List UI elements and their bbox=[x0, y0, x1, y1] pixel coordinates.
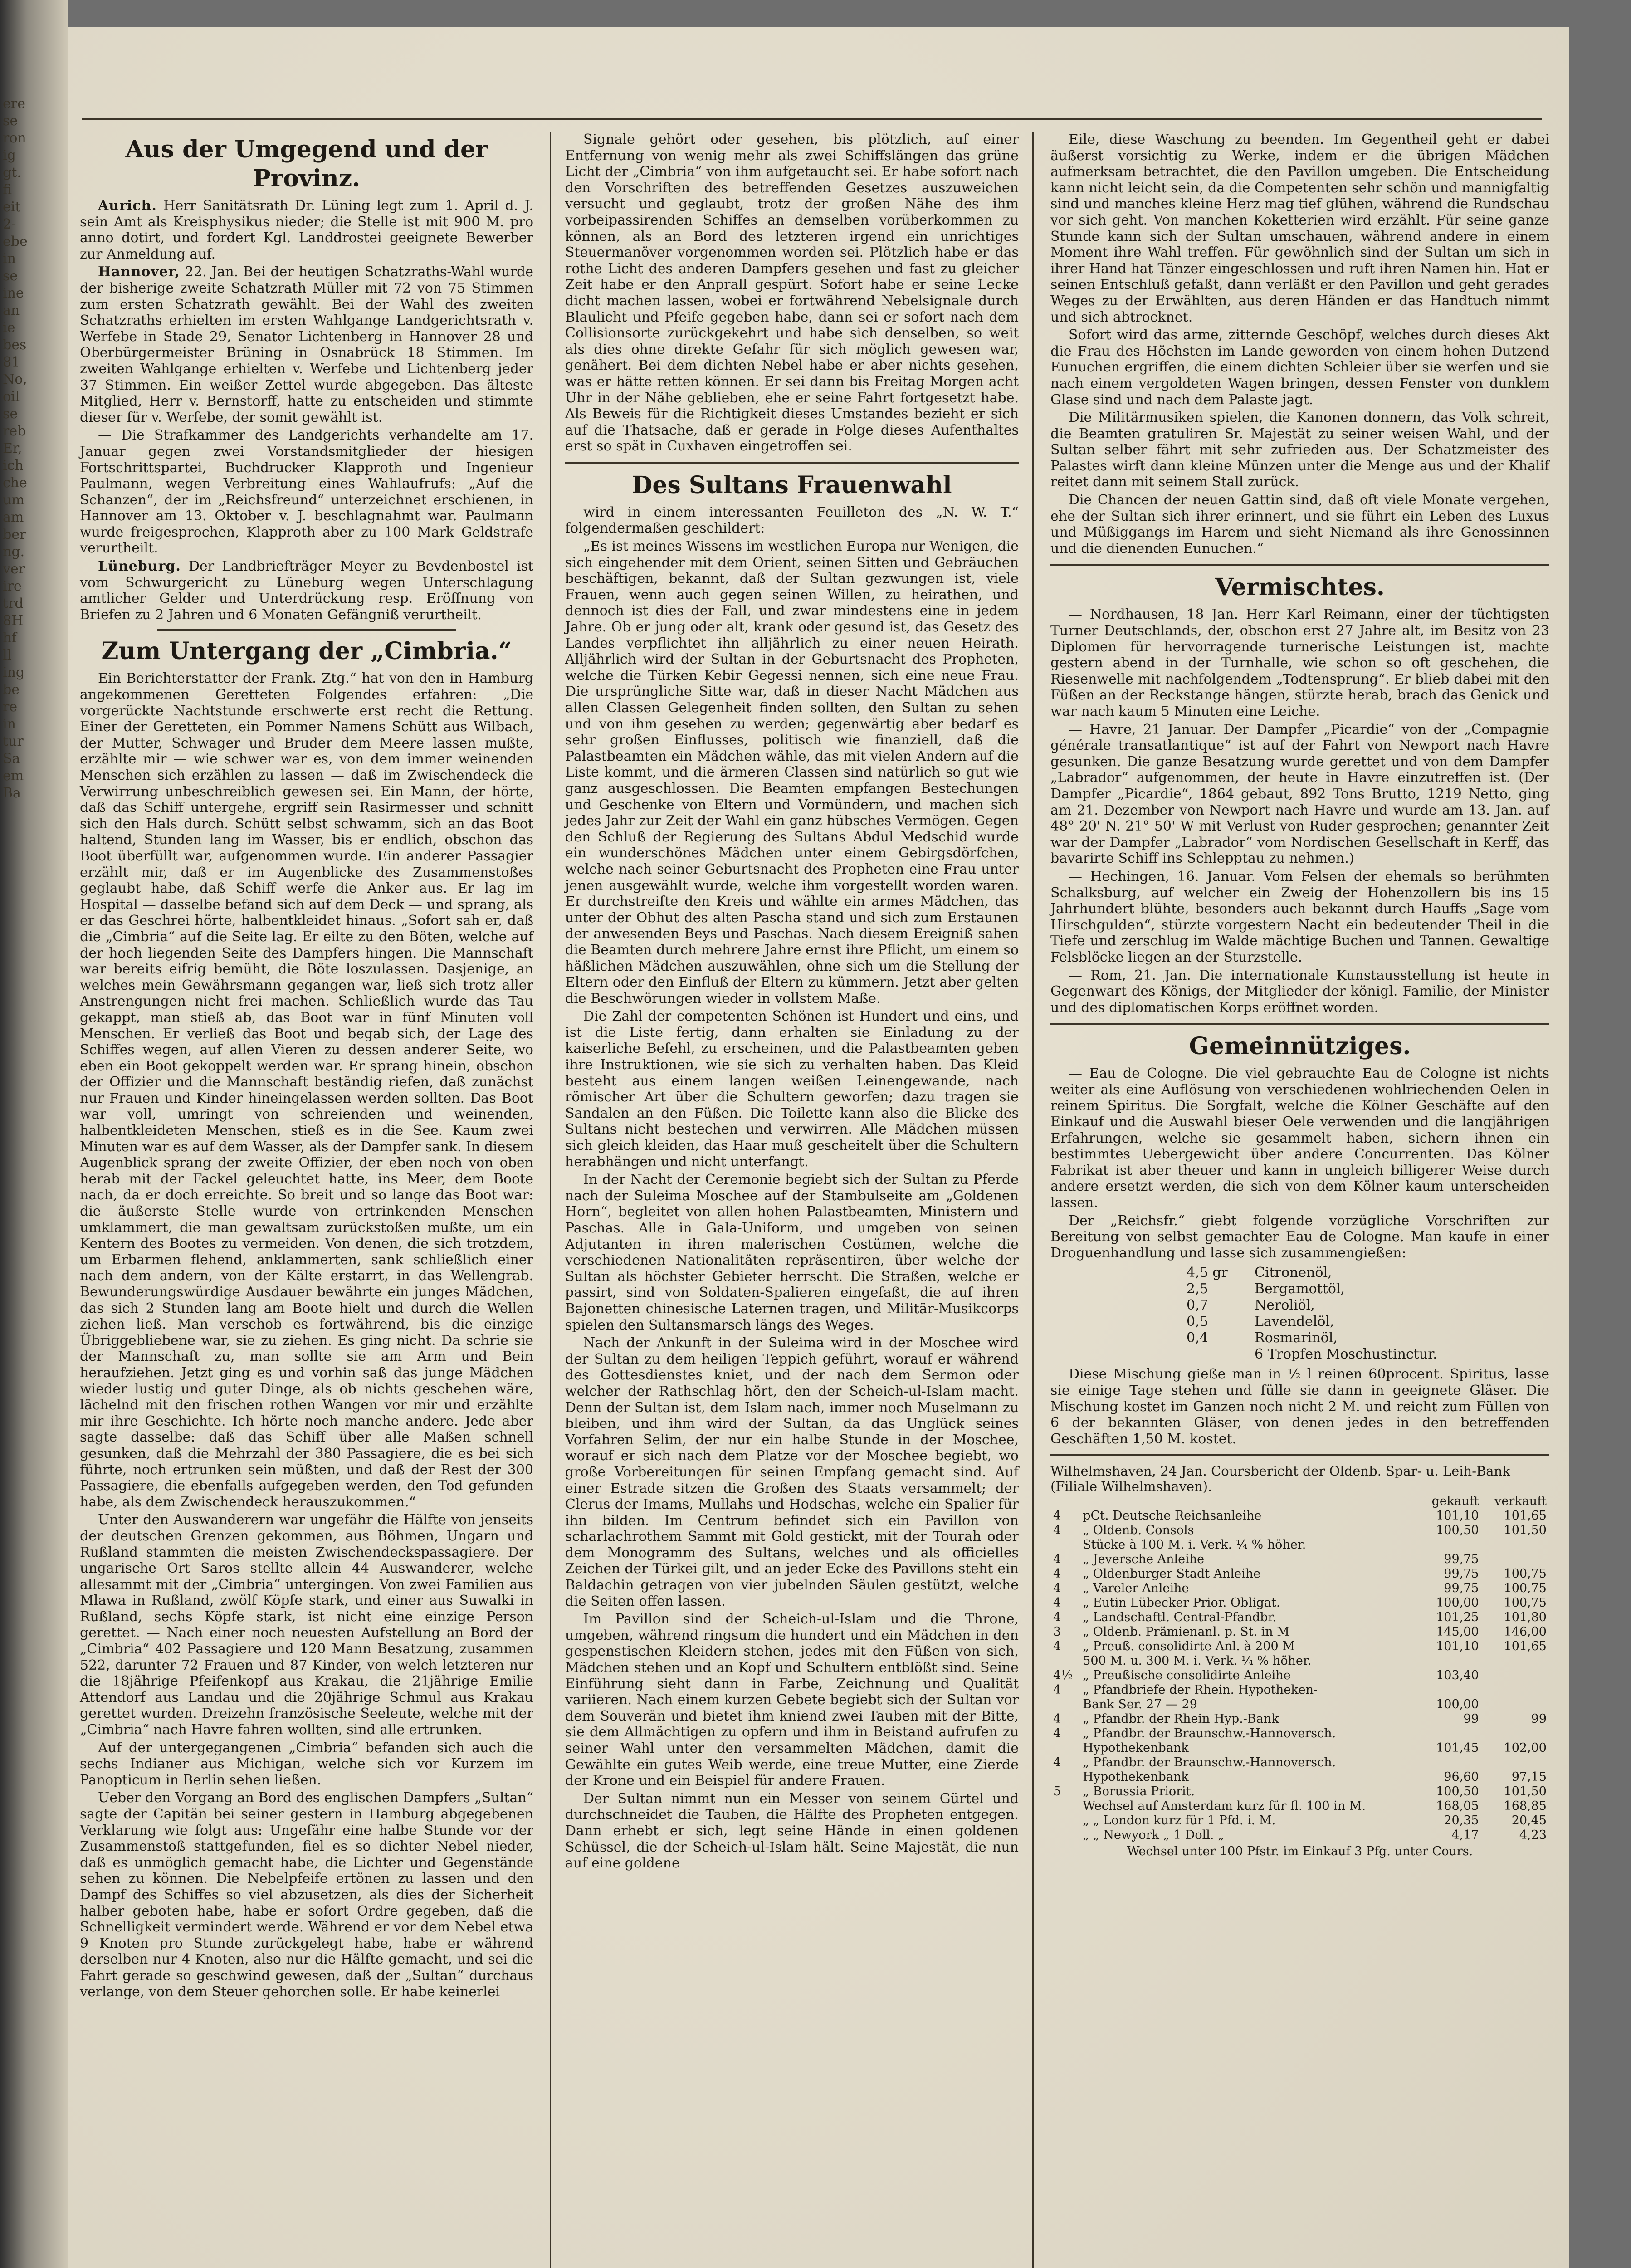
rate-percent: 4 bbox=[1053, 1712, 1061, 1726]
recipe-ingredient: Rosmarinöl, bbox=[1255, 1330, 1338, 1346]
gutter-fragment: in bbox=[3, 716, 16, 732]
price-sold bbox=[1482, 1668, 1549, 1683]
rate-percent bbox=[1050, 1813, 1080, 1828]
header-rule bbox=[82, 118, 1542, 120]
recipe-ingredient: 6 Tropfen Moschustinctur. bbox=[1255, 1346, 1437, 1363]
recipe-quantity: 0,5 bbox=[1187, 1314, 1208, 1330]
column-3 bbox=[1039, 132, 1561, 2268]
section-title-frauenwahl: Des Sultans Frauenwahl bbox=[632, 471, 952, 499]
recipe-ingredient: Lavendelöl, bbox=[1255, 1314, 1334, 1330]
gutter-fragment: che bbox=[3, 475, 27, 491]
gutter-fragment: ll bbox=[3, 647, 12, 663]
article-paragraph: „Es ist meines Wissens im westlichen Europa nur Wenigen, die sich eingehender mit dem Orient, seinen Sitten und Gebräuchen beschäftigen, bekannt, daß der Sultan gezwungen ist, viele Frauen, wenn auch gegen seinen Willen, zu heirathen, und dennoch ist dies der Fall, und zwar mindestens eine in jedem Jahre. Ob er jung oder alt, krank oder gesund ist, das Gesetz des Landes verpflichtet ihn alljährlich zu einer neuen Heirath. Alljährlich wird der Sultan in der Geburtsnacht des Propheten, welche die Türken Kebir Gegessi nennen, sich eine neue Frau. Die ursprüngliche Sitte war, daß in dieser Nacht Mädchen aus allen Classen Gelegenheit finden sollten, den Sultan zu sehen und von ihm gesehen zu werden; gegenwärtig aber bedarf es sehr großen Einflusses, politisch wie finanziell, daß die Palastbeamten ein Mädchen wähle, das mit vielen Andern auf die Liste kommt, und die ärmeren Classen sind natürlich so gut wie ganz ausgeschlossen. Die Beamten empfangen Bestechungen und Geschenke von Eltern und Vormündern, und machen sich jedes Jahr zur Zeit der Wahl ein ganz hübsches Vermögen. Gegen den Schluß der Regierung des Sultans Abdul Medschid wurde ein wunderschönes Mädchen unter einem Gebirgsdörfchen, welche nach seiner Geburtsnacht des Propheten eine Frau unter jenen ausgewählt wurde, welche ihm vorgestellt worden waren. Er durchstreifte den Kreis und wählte ein armes Mädchen, das unter der Obhut des alten Pascha stand und sich zum Erstaunen der anwesenden Beys und Paschas. Nach diesem Ereigniß sahen die Beamten durch mehrere Jahre ernst ihre Pflicht, um einem so häßlichen Mädchen auszuwählen, ohne sich um die Stellung der Eltern oder den Einfluß der Eltern zu kümmern. Jetzt aber gelten die Beschwörungen wieder in vollstem Maße. bbox=[565, 538, 1019, 1007]
security-name: „ Jeversche Anleihe bbox=[1083, 1552, 1205, 1567]
security-name: „ Pfandbr. der Braunschw.-Hannoversch. bbox=[1083, 1755, 1336, 1770]
gutter-fragment: No, bbox=[3, 371, 27, 387]
gutter-fragment: reb bbox=[3, 423, 26, 439]
price-sold: 101,65 bbox=[1504, 1639, 1547, 1654]
recipe-quantity: 2,5 bbox=[1187, 1281, 1208, 1297]
price-sold bbox=[1482, 1726, 1549, 1741]
section-title-provinz: Aus der Umgegend und der Provinz. bbox=[125, 136, 488, 192]
price-bought bbox=[1420, 1683, 1482, 1697]
recipe-row bbox=[1187, 1297, 1549, 1314]
rate-percent: 4 bbox=[1053, 1552, 1061, 1567]
table-row bbox=[1050, 1509, 1549, 1523]
gutter-fragment: Er, bbox=[3, 440, 22, 456]
gutter-fragment: an bbox=[3, 303, 20, 318]
rate-percent: 4 bbox=[1053, 1596, 1061, 1610]
gutter-fragment: 2- bbox=[3, 216, 16, 232]
gutter-fragment: gt. bbox=[3, 165, 21, 181]
table-row bbox=[1050, 1639, 1549, 1654]
gutter-fragment: trd bbox=[3, 596, 24, 611]
article-paragraph: Im Pavillon sind der Scheich-ul-Islam und die Throne, umgeben, während ringsum die hundert und ein Mädchen in den gespenstischen Kleidern stehen, jedes mit den Füßen von sich, Mädchen stehen und an Kopf und Schultern entblößt sind. Seine Einführung sieht dann in Farbe, Zeichnung und Qualität variieren. Nach einem kurzen Gebete begiebt sich der Sultan vor dem Souverän und bietet ihm kniend zwei Tauben mit der Bitte, sie dem Allmächtigen zu opfern und ihm in Beistand aufrufen zu seiner Wahl unter den versammelten Mädchen, damit die Gewählte ein gutes Weib werde, eine treue Mutter, eine Zierde der Krone und ein Beispiel für andere Frauen. bbox=[565, 1611, 1019, 1789]
recipe-ingredient: Bergamottöl, bbox=[1255, 1281, 1345, 1297]
price-bought: 168,05 bbox=[1436, 1799, 1479, 1813]
security-name: „ Pfandbr. der Braunschw.-Hannoversch. bbox=[1083, 1726, 1336, 1741]
table-row bbox=[1050, 1741, 1549, 1755]
table-row bbox=[1050, 1799, 1549, 1813]
table-row bbox=[1050, 1697, 1549, 1712]
rate-percent bbox=[1050, 1799, 1080, 1813]
frauenwahl-article-continued bbox=[1050, 132, 1549, 557]
course-table-header bbox=[1050, 1494, 1549, 1509]
section-title-gemeinnuetziges: Gemeinnütziges. bbox=[1189, 1032, 1411, 1061]
article-paragraph: Der Sultan nimmt nun ein Messer von seinem Gürtel und durchschneidet die Tauben, die Hälfte des Propheten entgegen. Dann erhebt er sich, legt seine Hände in einen goldenen Schüssel, die der Scheich-ul-Islam hält. Seine Majestät, die nun auf eine goldene bbox=[565, 1790, 1019, 1872]
article-paragraph: Ueber den Vorgang an Bord des englischen Dampfers „Sultan“ sagte der Capitän bei seiner gestern in Hamburg abgegebenen Verklarung wie folgt aus: Ungefähr eine halbe Stunde vor der Zusammenstoß stattgefunden, fiel es so dichter Nebel nieder, daß es unmöglich gemacht habe, die Lichter und Gegenstände sehen zu können. Die Nebelpfeife ertönen zu lassen und den Dampf des Schiffes so viel abzusetzen, als dies der Sicherheit halber geboten habe, habe er sofort Ordre gegeben, daß die Schnelligkeit vermindert werde. Während er vor dem Nebel etwa 9 Knoten pro Stunde zurückgelegt habe, habe er während derselben nur 4 Knoten, also nur die Hälfte gemacht, und sei die Fahrt gerade so geschwind gewesen, daß der „Sultan“ durchaus verlange, von dem Steuer gehorchen solle. Er habe keinerlei bbox=[80, 1790, 533, 2000]
course-report-heading: Wilhelmshaven, 24 Jan. Coursbericht der Oldenb. Spar- u. Leih-Bank (Filiale Wilhelmshaven). bbox=[1050, 1463, 1510, 1495]
news-item bbox=[80, 198, 533, 262]
rate-percent bbox=[1050, 1697, 1080, 1712]
recipe-instructions: Diese Mischung gieße man in ½ l reinen 60procent. Spiritus, lasse sie einige Tage stehen und fülle sie dann in geeignete Gläser. Die Mischung kostet im Ganzen noch nicht 2 M. und reicht zum Füllen von 6 der bekannten Gläser, von denen jedes in den betreffenden Geschäften 1,50 M. kostet. bbox=[1050, 1366, 1549, 1447]
price-sold bbox=[1482, 1697, 1549, 1712]
gutter-text-fragments bbox=[3, 95, 57, 802]
article-paragraph: wird in einem interessanten Feuilleton des „N. W. T.“ folgendermaßen geschildert: bbox=[565, 504, 1019, 537]
price-bought: 100,00 bbox=[1436, 1697, 1479, 1712]
price-bought: 101,10 bbox=[1436, 1509, 1479, 1523]
dateline: Hannover, bbox=[98, 264, 181, 280]
column-header-sold: verkauft bbox=[1494, 1494, 1547, 1509]
news-item: — Rom, 21. Jan. Die internationale Kunstausstellung ist heute in Gegenwart des Königs, der Mitglieder der königl. Familie, der Minister und des diplomatischen Korps eröffnet worden. bbox=[1050, 967, 1549, 1016]
price-bought: 4,17 bbox=[1451, 1828, 1479, 1843]
price-bought: 96,60 bbox=[1444, 1770, 1479, 1784]
section-divider bbox=[1050, 1023, 1549, 1025]
price-sold: 101,65 bbox=[1504, 1509, 1547, 1523]
gutter-fragment: ing bbox=[3, 665, 25, 680]
adjacent-page-gutter bbox=[0, 0, 68, 2268]
rate-percent: 4 bbox=[1053, 1639, 1061, 1654]
security-name: Hypothekenbank bbox=[1083, 1770, 1189, 1784]
column-1 bbox=[68, 132, 545, 2268]
recipe-row bbox=[1187, 1281, 1549, 1297]
recipe-row bbox=[1187, 1314, 1549, 1330]
gutter-fragment: 8H bbox=[3, 613, 24, 629]
table-row bbox=[1050, 1668, 1549, 1683]
recipe-quantity bbox=[1187, 1346, 1255, 1363]
article-paragraph: Signale gehört oder gesehen, bis plötzlich, auf einer Entfernung von wenig mehr als zwei Schiffslängen das grüne Licht der „Cimbria“ von ihm aufgetaucht sei. Er habe sofort nach den Vorschriften des betreffenden Gesetzes auszuweichen versucht und geglaubt, trotz der großen Nähe des ihm vorbeipassirenden Schiffes an demselben vorüberkommen zu können, als an Bord des letzteren irgend ein unrichtiges Steuermanöver vorgenommen worden sei. Plötzlich habe er das rothe Licht des anderen Dampfers gesehen und fast zu gleicher Zeit habe er den Anprall gespürt. Sofort habe er seine Lecke dicht machen lassen, wobei er fortwährend Nebelsignale durch Blaulicht und Pfeife gegeben habe, dann sei er sofort nach dem Collisionsorte zurückgekehrt und habe sich denselben, so weit als dies ohne direkte Gefahr für sich möglich gewesen war, genähert. Bei dem dichten Nebel habe er aber nichts gesehen, was er hätte retten können. Er sei dann bis Freitag Morgen acht Uhr in der Nähe geblieben, ehe er seine Fahrt fortgesetzt habe. Als Beweis für die Richtigkeit dieses Umstandes bezieht er sich auf die Thatsache, daß er gerade in Folge dieses Aufenthaltes erst so spät in Cuxhaven eingetroffen sei. bbox=[565, 132, 1019, 455]
security-name: Hypothekenbank bbox=[1083, 1741, 1189, 1755]
gutter-fragment: ron bbox=[3, 130, 26, 146]
cimbria-article-continued bbox=[565, 132, 1019, 455]
security-name: „ Preuß. consolidirte Anl. à 200 M bbox=[1083, 1639, 1295, 1654]
news-text: Der Landbriefträger Meyer zu Bevdenbostel ist vom Schwurgericht zu Lüneburg wegen Unterschlagung amtlicher Gelder und Unterdrückung resp. Eröffnung von Briefen zu 2 Jahren und 6 Monaten Gefängniß verurtheilt. bbox=[80, 558, 533, 623]
dateline: Lüneburg. bbox=[98, 558, 181, 575]
recipe-ingredient: Neroliöl, bbox=[1255, 1297, 1315, 1314]
column-2 bbox=[553, 132, 1030, 2268]
gemeinnuetziges-items bbox=[1050, 1066, 1549, 1261]
table-row bbox=[1050, 1828, 1549, 1843]
recipe-quantity: 4,5 gr bbox=[1187, 1265, 1228, 1281]
rate-percent bbox=[1050, 1654, 1080, 1668]
gutter-fragment: um bbox=[3, 492, 24, 508]
rate-percent: 4 bbox=[1053, 1610, 1061, 1625]
price-sold: 20,45 bbox=[1511, 1813, 1547, 1828]
price-bought: 100,00 bbox=[1436, 1596, 1479, 1610]
security-name: „ Vareler Anleihe bbox=[1083, 1581, 1189, 1596]
gutter-fragment: ire bbox=[3, 578, 22, 594]
gutter-fragment: tur bbox=[3, 733, 24, 749]
security-name: „ Borussia Priorit. bbox=[1083, 1784, 1195, 1799]
table-row bbox=[1050, 1712, 1549, 1726]
gutter-fragment: in bbox=[3, 251, 16, 267]
gutter-fragment: em bbox=[3, 768, 24, 784]
table-row bbox=[1050, 1770, 1549, 1784]
news-item bbox=[80, 264, 533, 425]
gutter-fragment: ng. bbox=[3, 544, 25, 560]
gutter-fragment: se bbox=[3, 113, 18, 129]
price-sold: 4,23 bbox=[1519, 1828, 1547, 1843]
price-bought: 103,40 bbox=[1436, 1668, 1479, 1683]
price-bought: 101,25 bbox=[1436, 1610, 1479, 1625]
price-sold: 168,85 bbox=[1504, 1799, 1547, 1813]
section-title-vermischtes: Vermischtes. bbox=[1215, 573, 1385, 601]
table-row bbox=[1050, 1538, 1549, 1552]
security-name: „ Oldenb. Consols bbox=[1083, 1523, 1194, 1538]
table-row bbox=[1050, 1813, 1549, 1828]
recipe-row bbox=[1187, 1265, 1549, 1281]
gutter-fragment: ig bbox=[3, 147, 16, 163]
price-sold: 102,00 bbox=[1504, 1741, 1547, 1755]
security-name: pCt. Deutsche Reichsanleihe bbox=[1083, 1509, 1262, 1523]
table-row bbox=[1050, 1610, 1549, 1625]
recipe-row bbox=[1187, 1330, 1549, 1346]
table-row bbox=[1050, 1596, 1549, 1610]
gutter-fragment: hf bbox=[3, 630, 17, 646]
security-name: Wechsel auf Amsterdam kurz für fl. 100 in M. bbox=[1083, 1799, 1366, 1813]
article-paragraph: Eile, diese Waschung zu beenden. Im Gegentheil geht er dabei äußerst vorsichtig zu Werke, indem er die übrigen Mädchen aufmerksam betrachtet, die den Pavillon umgeben. Die Entscheidung kann nicht leicht sein, da die Competenten sehr schön und mannigfaltig sind und manches kleine Herz mag tief glühen, während die Rundschau vor sich geht. Von manchen Koketterien wird erzählt. Für seine ganze Stunde kann sich der Sultan umschauen, während andere in einem Moment ihre Wahl treffen. Für gewöhnlich sind der Sultan um sich in ihrer Hand hat Tänzer eingeschlossen und ruft ihren Namen hin. Hat er seinen Entschluß gefaßt, dann verläßt er den Pavillon und geht gerades Weges zu der Erwählten, aus deren Händen er das Handtuch nimmt und sich abtrocknet. bbox=[1050, 132, 1549, 325]
article-paragraph: Unter den Auswanderern war ungefähr die Hälfte von jenseits der deutschen Grenzen gekommen, aus Böhmen, Ungarn und Rußland stammten die meisten Zwischendeckspassagiere. Der ungarische Ort Saros stellte allein 44 Auswanderer, welche allesammt mit der „Cimbria“ untergingen. Von zwei Familien aus Mlawa in Rußland, zwölf Köpfe stark, und einer aus Suwalki in Rußland, sechs Köpfe stark, ist nicht eine einzige Person gerettet. — Nach einer noch neuesten Aufstellung an Bord der „Cimbria“ 402 Passagiere und 120 Mann Besatzung, zusammen 522, darunter 72 Frauen und 87 Kinder, von welch letzteren nur die 18jährige Pfeifenkopf aus Krakau, die 21jährige Emilie Attendorf aus Landau und die 20jährige Schmul aus Krakau gerettet wurden. Dreizehn französische Seeleute, welche mit der „Cimbria“ nach Havre fahren wollten, sind alle ertrunken. bbox=[80, 1512, 533, 1738]
price-bought bbox=[1420, 1538, 1482, 1552]
table-row bbox=[1050, 1552, 1549, 1567]
news-item bbox=[80, 558, 533, 623]
news-item bbox=[80, 427, 533, 557]
price-sold: 101,80 bbox=[1504, 1610, 1547, 1625]
rate-percent bbox=[1050, 1770, 1080, 1784]
price-bought: 99,75 bbox=[1444, 1552, 1479, 1567]
section-title-cimbria: Zum Untergang der „Cimbria.“ bbox=[101, 637, 512, 665]
table-row bbox=[1050, 1784, 1549, 1799]
gutter-fragment: oil bbox=[3, 389, 20, 405]
price-sold: 100,75 bbox=[1504, 1596, 1547, 1610]
gutter-fragment: ie bbox=[3, 320, 15, 336]
price-sold: 99 bbox=[1531, 1712, 1547, 1726]
price-bought: 101,45 bbox=[1436, 1741, 1479, 1755]
frauenwahl-article bbox=[565, 504, 1019, 1872]
price-bought bbox=[1420, 1654, 1482, 1668]
rate-percent: 4 bbox=[1053, 1567, 1061, 1581]
column-rule-2 bbox=[1032, 132, 1034, 2268]
price-bought: 101,10 bbox=[1436, 1639, 1479, 1654]
security-name: „ Oldenb. Prämienanl. p. St. in M bbox=[1083, 1625, 1289, 1639]
price-bought: 100,50 bbox=[1436, 1523, 1479, 1538]
article-paragraph: Die Chancen der neuen Gattin sind, daß oft viele Monate vergehen, ehe der Sultan sich ihrer erinnert, und sie führt ein Leben des Luxus und Müßiggangs im Harem und sieht Niemand als ihre Genossinnen und die dienenden Eunuchen.“ bbox=[1050, 492, 1549, 557]
vermischtes-items bbox=[1050, 606, 1549, 1016]
price-bought: 145,00 bbox=[1436, 1625, 1479, 1639]
security-name: „ Eutin Lübecker Prior. Obligat. bbox=[1083, 1596, 1280, 1610]
price-sold bbox=[1482, 1683, 1549, 1697]
security-name: „ Pfandbriefe der Rhein. Hypotheken- bbox=[1083, 1683, 1318, 1697]
gutter-fragment: eit bbox=[3, 199, 21, 215]
column-rule-1 bbox=[550, 132, 551, 2268]
column-header-bought: gekauft bbox=[1431, 1494, 1479, 1509]
price-sold bbox=[1482, 1755, 1549, 1770]
price-bought bbox=[1420, 1755, 1482, 1770]
provinz-articles bbox=[80, 198, 533, 623]
recipe-quantity: 0,4 bbox=[1187, 1330, 1208, 1346]
news-item: — Hechingen, 16. Januar. Vom Felsen der ehemals so berühmten Schalksburg, auf welcher ein Zweig der Hohenzollern bis ins 15 Jahrhundert blühte, besonders auch bekannt durch Hauffs „Sage vom Hirschgulden“, stürzte vorgestern Nacht ein bedeutender Theil in die Tiefe und zerschlug im Walde mächtige Buchen und Tannen. Gewaltige Felsblöcke liegen an der Sturzstelle. bbox=[1050, 868, 1549, 965]
price-sold bbox=[1482, 1538, 1549, 1552]
security-name: „ Landschaftl. Central-Pfandbr. bbox=[1083, 1610, 1276, 1625]
security-name: „ Oldenburger Stadt Anleihe bbox=[1083, 1567, 1261, 1581]
article-paragraph: Die Zahl der competenten Schönen ist Hundert und eins, und ist die Liste fertig, dann erhalten sie Einladung zu der kaiserliche Befehl, zu erscheinen, und die Palastbeamten geben ihre Instruktionen, wie sie sich zu verhalten haben. Das Kleid besteht aus einem langen weißen Leinengewande, nach römischer Art über die Schultern geworfen; dazu tragen sie Sandalen an den Füßen. Die Toilette kann also die Blicke des Sultans nicht bestechen und verwirren. Alle Mädchen müssen sich gleich kleiden, das Haar muß gescheitelt über die Schultern herabhängen und nicht unterfangt. bbox=[565, 1008, 1019, 1170]
price-sold: 146,00 bbox=[1504, 1625, 1547, 1639]
article-paragraph: — Eau de Cologne. Die viel gebrauchte Eau de Cologne ist nichts weiter als eine Auflösung von verschiedenen wohlriechenden Oelen in reinem Spiritus. Die Sorgfalt, welche die Kölner Geschäfte auf den Einkauf und die Auswahl bieser Oele verwenden und die langjährigen Erfahrungen, welche sie gesammelt haben, sichern ihnen ein bestimmtes Uebergewicht über andere Concurrenten. Das Kölner Fabrikat ist aber theuer und kann in ungleich billigerer Weise durch andere ersetzt werden, die sich von dem Kölner kaum unterscheiden lassen. bbox=[1050, 1066, 1549, 1211]
price-sold: 101,50 bbox=[1504, 1523, 1547, 1538]
price-bought: 20,35 bbox=[1444, 1813, 1479, 1828]
gutter-fragment: ich bbox=[3, 458, 24, 474]
article-paragraph: Die Militärmusiken spielen, die Kanonen donnern, das Volk schreit, die Beamten gratuliren Sr. Majestät zu seiner weisen Wahl, und der Sultan selber fährt mit sehr zufrieden aus. Der Schatzmeister des Palastes wirft dann kleine Münzen unter die Menge aus und der Khalif reitet dann mit seinem Stall zurück. bbox=[1050, 410, 1549, 490]
price-sold: 97,15 bbox=[1511, 1770, 1547, 1784]
section-divider bbox=[1050, 1454, 1549, 1456]
section-divider bbox=[1050, 564, 1549, 566]
article-paragraph: Sofort wird das arme, zitternde Geschöpf, welches durch dieses Akt die Frau des Höchsten im Lande geworden von einem hohen Dutzend Eunuchen ergriffen, die einem dichten Schleier über sie werfen und sie nach einem vergoldeten Wagen bringen, dessen Fenster von dunklem Glase sind und nach dem Palaste jagt. bbox=[1050, 327, 1549, 408]
gutter-fragment: be bbox=[3, 682, 20, 698]
table-row bbox=[1050, 1625, 1549, 1639]
rate-percent: 3 bbox=[1053, 1625, 1061, 1639]
security-name: Stücke à 100 M. i. Verk. ¼ % höher. bbox=[1083, 1538, 1306, 1552]
article-paragraph: Ein Berichterstatter der Frank. Ztg.“ hat von den in Hamburg angekommenen Geretteten Folgendes erfahren: „Die vorgerückte Nachtstunde erschwerte erst recht die Rettung. Einer der Geretteten, ein Pommer Namens Schütt aus Wilbach, der Mutter, Schwager und Bruder dem Meere lassen mußte, erzählte mir — wie schwer war es, von dem immer weinenden Menschen sich erzählen zu lassen — daß im Zwischendeck die Verwirrung unbeschreiblich gewesen sei. Ein Mann, der hörte, daß das Schiff untergehe, ergriff sein Rasirmesser und schnitt sich den Hals durch. Schütt selbst schwamm, sich an das Boot haltend, Stunden lang im Wasser, bis er endlich, obschon das Boot überfüllt war, aufgenommen wurde. Ein anderer Passagier erzählt mir, daß er im Augenblicke des Zusammenstoßes geglaubt habe, daß Schiff werfe die Anker aus. Er lag im Hospital — dasselbe befand sich auf dem Deck — und sprang, als er das Geschrei hörte, halbentkleidet hinaus. „Sofort sah er, daß die „Cimbria“ auf die Seite lag. Er eilte zu den Böten, welche auf der hoch liegenden Seite des Dampfers hingen. Die Mannschaft war bereits eifrig bemüht, die Böte loszulassen. Dasjenige, an welches mein Gewährsmann gegangen war, ließ sich trotz aller Anstrengungen nicht frei machen. Schließlich wurde das Tau gekappt, man stieß ab, das Boot war in fünf Minuten voll Menschen. Er verließ das Boot und begab sich, der Lage des Schiffes wegen, auf allen Vieren zu dessen anderer Seite, wo eben ein Boot gekoppelt werden war. Er sprang hinein, obschon der Offizier und die Mannschaft beständig riefen, daß zunächst nur Frauen und Kinder hineingelassen werden sollten. Das Boot war voll, umringt von schreienden und weinenden, halbentkleideten Menschen, stieß es in die See. Kaum zwei Minuten war es auf dem Wasser, als der Dampfer sank. In diesem Augenblick sprang der zweite Offizier, der eben noch von oben herab mit der Fackel geleuchtet hatte, ins Meer, dem Boote nach, da er doch erreichte. So breit und so lange das Boot war: die äußerste Stelle wurde von ertrinkenden Menschen umklammert, die man gewaltsam zurückstoßen mußte, um ein Kentern des Bootes zu vermeiden. Von denen, die sich trotzdem, um Erbarmen flehend, anklammerten, sank schließlich einer nach dem andern, von der Kälte erstarrt, in das Wellengrab. Bewunderungswürdige Ausdauer bewährte ein junges Mädchen, das sich 2 Stunden lang am Boote hielt und durch die Wellen ziehen ließ. Man verschob es fortwährend, bis die einzige Übriggebliebene war, sie zu ziehen. Es ging nicht. Da schrie sie der Mannschaft zu, man sollte sie am Arm und Bein heraufziehen. Jetzt ging es und vorhin saß das junge Mädchen wieder lustig und guter Dinge, als ob nichts geschehen wäre, lächelnd mit den frischen rothen Wangen vor mir und erzählte mir ihre Geschichte. Ich hörte noch manche andere. Jede aber sagte dasselbe: daß das Schiff über alle Maßen schnell gesunken, daß die Mehrzahl der 380 Passagiere, die es bei sich führte, noch ertrunken sein müßten, und daß der Rest der 300 Passagiere, die ebenfalls aufgegeben werden, den Tod gefunden habe, als dem Zwischendeck herauszukommen.“ bbox=[80, 670, 533, 1510]
news-text: Herr Sanitätsrath Dr. Lüning legt zum 1. April d. J. sein Amt als Kreisphysikus nieder; die Stelle ist mit 900 M. pro anno dotirt, und fordert Kgl. Landdrostei geeignete Bewerber zur Anmeldung auf. bbox=[80, 198, 533, 262]
table-row bbox=[1050, 1523, 1549, 1538]
news-item: — Nordhausen, 18 Jan. Herr Karl Reimann, einer der tüchtigsten Turner Deutschlands, der, obschon erst 27 Jahre alt, im Besitz von 23 Diplomen für hervorragende turnerische Leistungen ist, machte gestern abend in der Turnhalle, wie schon so oft geschehen, die Riesenwelle mit nachfolgendem „Todtensprung“. Er blieb dabei mit den Füßen an der Reckstange hängen, stürzte herab, brach das Genick und war nach kaum 5 Minuten eine Leiche. bbox=[1050, 606, 1549, 719]
cimbria-article bbox=[80, 670, 533, 2000]
table-row bbox=[1050, 1683, 1549, 1697]
section-divider bbox=[565, 462, 1019, 464]
gutter-fragment: ine bbox=[3, 285, 24, 301]
security-name: Bank Ser. 27 — 29 bbox=[1083, 1697, 1197, 1712]
gutter-fragment: ere bbox=[3, 96, 25, 112]
gutter-fragment: ebe bbox=[3, 234, 28, 249]
security-name: „ „ Newyork „ 1 Doll. „ bbox=[1083, 1828, 1225, 1843]
news-item: — Havre, 21 Januar. Der Dampfer „Picardie“ von der „Compagnie générale transatlantique“ ist auf der Fahrt von Newport nach Havre gesunken. Die ganze Besatzung wurde gerettet und von dem Dampfer „Labrador“ aufgenommen, der heute in Havre einzutreffen ist. (Der Dampfer „Picardie“, 1864 gebaut, 892 Tons Brutto, 1219 Netto, ging am 21. Dezember von Newport nach Havre und wurde am 13. Jan. auf 48° 20' N. 21° 50' W mit Verlust von Ruder gesprochen; genannter Zeit war der Dampfer „Labrador“ vom Nordischen Gesellschaft in Kerff, das bavarirte Schiff ins Schlepptau zu nehmen.) bbox=[1050, 721, 1549, 867]
price-bought: 99,75 bbox=[1444, 1581, 1479, 1596]
price-sold: 100,75 bbox=[1504, 1581, 1547, 1596]
table-row bbox=[1050, 1567, 1549, 1581]
rate-percent bbox=[1050, 1828, 1080, 1843]
price-sold bbox=[1482, 1654, 1549, 1668]
rate-percent bbox=[1050, 1741, 1080, 1755]
dateline: Aurich. bbox=[98, 198, 157, 214]
rate-percent: 4 bbox=[1053, 1726, 1061, 1741]
rate-percent: 4 bbox=[1053, 1509, 1061, 1523]
rate-percent: 5 bbox=[1053, 1784, 1061, 1799]
gutter-fragment: se bbox=[3, 268, 18, 284]
news-text: — Die Strafkammer des Landgerichts verhandelte am 17. Januar gegen zwei Vorstandsmitglieder der hiesigen Fortschrittspartei, Buchdrucker Klapproth und Ingenieur Paulmann, wegen Verbreitung eines Wahlaufrufs: „Auf die Schanzen“, der im „Reichsfreund“ unterzeichnet erschienen, in Hannover am 13. Oktober v. J. beschlagnahmt war. Paulmann wurde freigesprochen, Klapproth aber zu 100 Mark Geldstrafe verurtheilt. bbox=[80, 427, 533, 557]
security-name: 500 M. u. 300 M. i. Verk. ¼ % höher. bbox=[1083, 1654, 1312, 1668]
course-report-footnote: Wechsel unter 100 Pfstr. im Einkauf 3 Pfg. unter Cours. bbox=[1127, 1844, 1473, 1859]
course-table bbox=[1050, 1494, 1549, 1843]
table-row bbox=[1050, 1654, 1549, 1668]
rate-percent bbox=[1050, 1538, 1080, 1552]
price-bought: 99 bbox=[1463, 1712, 1479, 1726]
security-name: „ Preußische consolidirte Anleihe bbox=[1083, 1668, 1291, 1683]
price-bought: 100,50 bbox=[1436, 1784, 1479, 1799]
rate-percent: 4½ bbox=[1053, 1668, 1073, 1683]
newspaper-page bbox=[68, 27, 1569, 2268]
recipe-ingredient: Citronenöl, bbox=[1255, 1265, 1332, 1281]
recipe-quantity: 0,7 bbox=[1187, 1297, 1208, 1314]
gutter-fragment: se bbox=[3, 406, 18, 422]
section-divider bbox=[157, 629, 456, 631]
table-row bbox=[1050, 1581, 1549, 1596]
price-bought bbox=[1420, 1726, 1482, 1741]
rate-percent: 4 bbox=[1053, 1683, 1061, 1697]
price-sold: 100,75 bbox=[1504, 1567, 1547, 1581]
price-sold bbox=[1482, 1552, 1549, 1567]
article-paragraph: Nach der Ankunft in der Suleima wird in der Moschee wird der Sultan zu dem heiligen Teppich geführt, worauf er während des Gottesdienstes kniet, und der nach dem Sermon oder welcher der Rathschlag hört, den der Scheich-ul-Islam macht. Denn der Sultan ist, dem Islam nach, immer noch Muselmann zu bleiben, und ihm wird der Sultan, da das Unglück seines Vorfahren Selim, der nur ein halbe Stunde in der Moschee, worauf er sich nach dem Platze vor der Moschee begiebt, wo große Vorbereitungen für seinen Empfang gemacht sind. Auf einer Estrade sitzen die Großen des Staats versammelt; der Clerus der Imams, Mullahs und Hodschas, welche ein Spalier für ihn bilden. Im Centrum befindet sich ein Pavillon von scharlachrothem Sammt mit Gold gestickt, mit der Tourah oder dem Monogramm des Sultans, welches und als officielles Zeichen der Türkei gilt, und an jeder Ecke des Pavillons steht ein Baldachin getragen von vier jubelnden Säulen gestützt, welche die Seiten offen lassen. bbox=[565, 1335, 1019, 1609]
table-row bbox=[1050, 1755, 1549, 1770]
gutter-fragment: bes bbox=[3, 337, 27, 353]
price-sold: 101,50 bbox=[1504, 1784, 1547, 1799]
security-name: „ „ London kurz für 1 Pfd. i. M. bbox=[1083, 1813, 1276, 1828]
article-paragraph: Auf der untergegangenen „Cimbria“ befanden sich auch die sechs Indianer aus Michigan, welche sich vor Kurzem im Panopticum in Berlin sehen ließen. bbox=[80, 1740, 533, 1788]
gutter-fragment: am bbox=[3, 509, 24, 525]
gutter-fragment: ber bbox=[3, 527, 26, 543]
article-paragraph: Der „Reichsfr.“ giebt folgende vorzügliche Vorschriften zur Bereitung von selbst gemachter Eau de Cologne. Man kaufe in einer Droguenhandlung und lasse sich zusammengießen: bbox=[1050, 1212, 1549, 1261]
rate-percent: 4 bbox=[1053, 1755, 1061, 1770]
gutter-fragment: ver bbox=[3, 561, 25, 577]
rate-percent: 4 bbox=[1053, 1581, 1061, 1596]
rate-percent: 4 bbox=[1053, 1523, 1061, 1538]
recipe-row bbox=[1187, 1346, 1549, 1363]
gutter-fragment: re bbox=[3, 699, 18, 715]
article-paragraph: In der Nacht der Ceremonie begiebt sich der Sultan zu Pferde nach der Suleima Moschee auf der Stambulseite am „Goldenen Horn“, begleitet von allen hohen Palastbeamten, Ministern und Paschas. Alle in Gala-Uniform, und umgeben von seinen Adjutanten in ihren malerischen Costümen, welche die verschiedenen Nationalitäten repräsentiren, über welche der Sultan als höchster Gebieter herrscht. Die Straßen, welche er passirt, sind von Soldaten-Spalieren eingefaßt, die auf ihren Bajonetten chinesische Laternen tragen, und Militär-Musikcorps spielen den Sultansmarsch längs des Weges. bbox=[565, 1172, 1019, 1333]
price-bought: 99,75 bbox=[1444, 1567, 1479, 1581]
news-text: 22. Jan. Bei der heutigen Schatzraths-Wahl wurde der bisherige zweite Schatzrath Müller mit 72 von 75 Stimmen zum ersten Schatzrath gewählt. Bei der Wahl des zweiten Schatzraths erhielten im ersten Wahlgange Landgerichtsrath v. Werfebe in Stade 29, Senator Lichtenberg in Hannover 28 und Oberbürgermeister Brüning in Osnabrück 18 Stimmen. Im zweiten Wahlgange erhielten v. Werfebe und Lichtenberg jeder 37 Stimmen. Ein weißer Zettel wurde abgegeben. Das älteste Mitglied, Herr v. Bernstorff, hatte zu entscheiden und stimmte dieser für v. Werfebe, der somit gewählt ist. bbox=[80, 264, 533, 425]
table-row bbox=[1050, 1726, 1549, 1741]
gutter-fragment: Sa bbox=[3, 751, 20, 767]
gutter-fragment: 81 bbox=[3, 354, 20, 370]
gutter-fragment: Ba bbox=[3, 785, 21, 801]
recipe-list bbox=[1187, 1265, 1549, 1363]
gutter-fragment: fi bbox=[3, 182, 12, 198]
security-name: „ Pfandbr. der Rhein Hyp.-Bank bbox=[1083, 1712, 1279, 1726]
